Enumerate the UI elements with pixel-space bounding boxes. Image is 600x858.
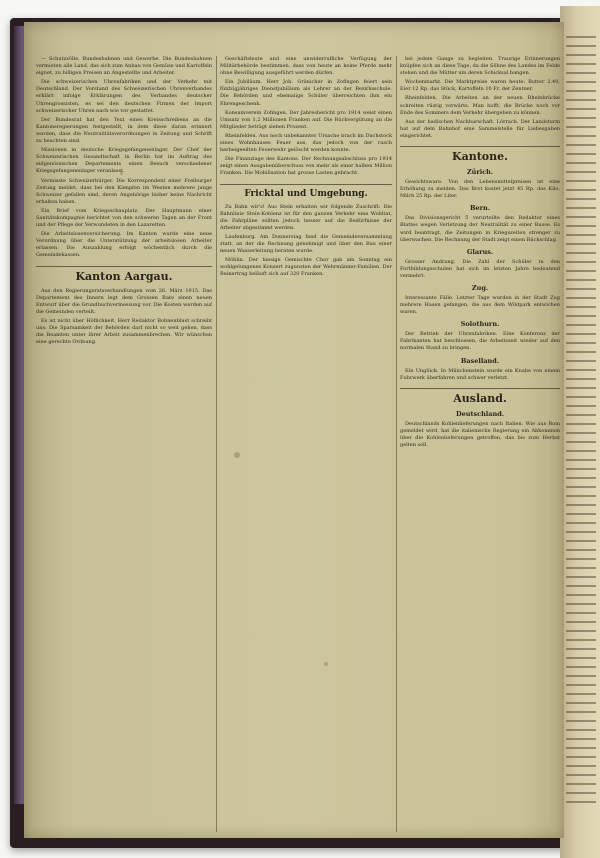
article-paragraph: Zu Bahn wir's! Aus Stein erhalten wir folgende Zuschrift: Die Bahnlinie Stein-Koblenz ist für den ganzen Verkehr eine Wohltat, die Fahrpläne sollten jedoch besser auf die Bedürfnisse der Arbeiter abgestimmt werden. — [220, 203, 392, 231]
subheading-deutschland: Deutschland. — [455, 409, 505, 418]
section-heading-fricktal: Fricktal und Umgebung. — [220, 184, 392, 200]
column-rule — [396, 56, 397, 832]
article-paragraph: Aus der badischen Nachbarschaft. Lörrach. Der Landsturm hat auf dem Bahnhof eine Sammelstelle für Liebesgaben eingerichtet. — [400, 118, 560, 139]
article-paragraph: Rheinfelden. Aus noch unbekannter Ursache brach im Dachstock eines Wohnhauses Feuer aus, das jedoch von der rasch herbeigeeilten Feuerwehr gelöscht werden konnte. — [220, 132, 392, 154]
article-paragraph: Die Finanzlage des Kantons. Der Rechnungsabschluss pro 1914 zeigt einen Ausgabenüberschuss von mehr als einer halben Million Franken. Die Mobilisation hat grosse Lasten gebracht. — [220, 156, 392, 177]
article-paragraph: Wochenmarkt. Die Marktpreise waren heute: Butter 2.40, Eier 12 Rp. das Stück, Kartoffeln 10 Fr. der Zentner. — [400, 79, 560, 93]
article-paragraph: Geschäftsleute und eine unwiderrufliche Verfügung der Militärbehörde bestimmen, dass von heute an keine Pferde mehr ohne Bewilligung ausgeführt werden dürfen. — [220, 56, 392, 77]
article-paragraph: Möhlin. Der hiesige Gemischte Chor gab am Sonntag ein wohlgelungenes Konzert zugunsten der Wehrmänner-Familien. Der Reinertrag beläuft sich auf 320 Franken. — [220, 257, 392, 278]
subheading-zurich: Zürich. — [466, 168, 494, 177]
article-paragraph: — Schutzzölle, Bundesbahnen und Gewerbe. Die Bundesbahnen vermieten alle Land, das sich zum Anbau von Gemüse und Kartoffeln eignet, zu billigen Preisen an Angestellte und Arbeiter. — [36, 56, 212, 77]
article-paragraph: Laufenburg. Am Donnerstag fand die Gemeindeversammlung statt, an der die Rechnung genehmigt und über den Bau einer neuen Wasserleitung beraten wurde. — [220, 233, 392, 255]
article-paragraph: Das Divisionsgericht 5 verurteilte den Redaktor eines Blattes wegen Verletzung der Neutralität zu einer Busse. Es wird beantragt, die Zeitungen in Kriegszeiten strenger zu überwachen. Die Rechnung der Stadt zeigt einen Rückschlag. — [400, 215, 560, 243]
article-paragraph: Die Arbeitslosenversicherung. Im Kanton wurde eine neue Verordnung über die Unterstützung der arbeitslosen Arbeiter erlassen. Die Auszahlung erfolgt wöchentlich durch die Gemeindekassen. — [36, 231, 212, 259]
article-paragraph: Der Bundesrat hat den Text eines Kreisschreibens an die Kantonsregierungen festgestellt, in dem diese daran erinnert werden, dass die Neutralitätsverordnungen in Zeitung und Schrift zu beachten sind. — [36, 116, 212, 145]
article-paragraph: Ein Jubiläum. Herr Joh. Gränicher in Zofingen feiert sein fünfzigjähriges Dienstjubiläum als Lehrer an der Bezirksschule. Die Behörden und ehemalige Schüler überreichten ihm ein Ehrengeschenk. — [220, 79, 392, 107]
article-paragraph: Die schweizerischen Uhrenfabriken und der Verkehr mit Deutschland. Der Vorstand des Schweizerischen Uhrenverbandes erklärt infolge Erklärungen des Verbandes deutscher Uhrengrossisten, es sei den deutschen Firmen der Import schweizerischer Uhren nach wie vor gestattet. — [36, 79, 212, 114]
article-paragraph: Ein Unglück. In Münchenstein wurde ein Knabe von einem Fuhrwerk überfahren und schwer verletzt. — [400, 367, 560, 381]
article-paragraph: Missionen in deutsche Kriegsgefangenenlager. Der Chef der Schweizerischen Gesandtschaft in Berlin hat im Auftrag des eidgenössischen Departements einen Besuch verschiedener Kriegsgefangenenlager veranlasst. — [36, 147, 212, 175]
article-paragraph: Rheinfelden. Die Arbeiten an der neuen Rheinbrücke schreiten rüstig vorwärts. Man hofft, die Brücke noch vor Ende des Sommers dem Verkehr übergeben zu können. — [400, 95, 560, 116]
subheading-baselland: Baselland. — [460, 356, 500, 365]
article-paragraph: Aus den Regierungsratsverhandlungen vom 26. März 1915. Das Departement des Innern legt dem Grossen Rate einen neuen Entwurf über die Grundbuchvermessung vor. Die Kosten werden auf die Gemeinden verteilt. — [36, 287, 212, 315]
subheading-bern: Bern. — [469, 204, 491, 213]
column-rule — [216, 56, 217, 832]
article-paragraph: Vermisste Schweizerbürger. Die Korrespondent einer Freiburger Zeitung meldet, dass bei den Kämpfen im Westen mehrere junge Schweizer gefallen sind, deren Angehörige bisher keine Nachricht erhalten haben. — [36, 177, 212, 205]
article-paragraph: bei jedem Gange zu begleiten. Traurige Erinnerungen knüpfen sich an diese Tage, da die Söhne des Landes im Felde stehen und die Mütter um deren Schicksal bangen. — [400, 56, 560, 77]
subheading-glarus: Glarus. — [466, 247, 494, 256]
column-middle — [220, 56, 392, 832]
right-page-edge — [560, 6, 600, 858]
column-left — [36, 56, 212, 832]
section-heading-ausland: Ausland. — [400, 388, 560, 406]
right-page-text-lines — [566, 36, 596, 810]
article-paragraph: Ein Brief vom Kriegsschauplatz. Der Hauptmann einer Sanitätskompagnie berichtet von den schweren Tagen an der Front und der Pflege der Verwundeten in den Lazaretten. — [36, 207, 212, 229]
article-paragraph: Grosser Andrang. Die Zahl der Schüler in den Fortbildungsschulen hat sich im letzten Jahre bedeutend vermehrt. — [400, 258, 560, 279]
article-paragraph: Der Betrieb der Uhrenfabriken. Eine Konferenz der Fabrikanten hat beschlossen, die Arbeitszeit wieder auf den normalen Stand zu bringen. — [400, 331, 560, 352]
newspaper-page — [24, 22, 564, 838]
article-paragraph: Interessante Fälle. Letzter Tage wurden in der Stadt Zug mehrere Hasen gefangen, die aus dem Wildpark entwichen waren. — [400, 294, 560, 316]
column-right — [400, 56, 560, 832]
article-paragraph: Gewichtsware. Von den Lebensmittelpreisen ist eine Erhöhung zu melden. Das Brot kostet jetzt 45 Rp. das Kilo, Milch 25 Rp. der Liter. — [400, 179, 560, 200]
section-heading-aargau: Kanton Aargau. — [36, 266, 212, 284]
article-paragraph: Es ist nicht über Höflichkeit. Herr Redaktor Bohnenblust schreibt uns: Die Sparsamkeit der Behörden darf nicht so weit gehen, dass die Beamten unter ihrer Arbeit zusammenbrechen. Wir wünschen eine gerechte Ordnung. — [36, 317, 212, 346]
section-heading-kantone: Kantone. — [400, 146, 560, 164]
article-paragraph: Konsumverein Zofingen. Der Jahresbericht pro 1914 weist einen Umsatz von 1,2 Millionen Franken auf. Die Rückvergütung an die Mitglieder beträgt sieben Prozent. — [220, 109, 392, 130]
subheading-solothurn: Solothurn. — [460, 320, 500, 329]
subheading-zug: Zug. — [471, 283, 489, 292]
article-paragraph: Deutschlands Kohlenlieferungen nach Italien. Wie aus Rom gemeldet wird, hat die italienische Regierung ein Abkommen über die Kohlenlieferungen getroffen, das bis zum Herbst gelten soll. — [400, 420, 560, 448]
